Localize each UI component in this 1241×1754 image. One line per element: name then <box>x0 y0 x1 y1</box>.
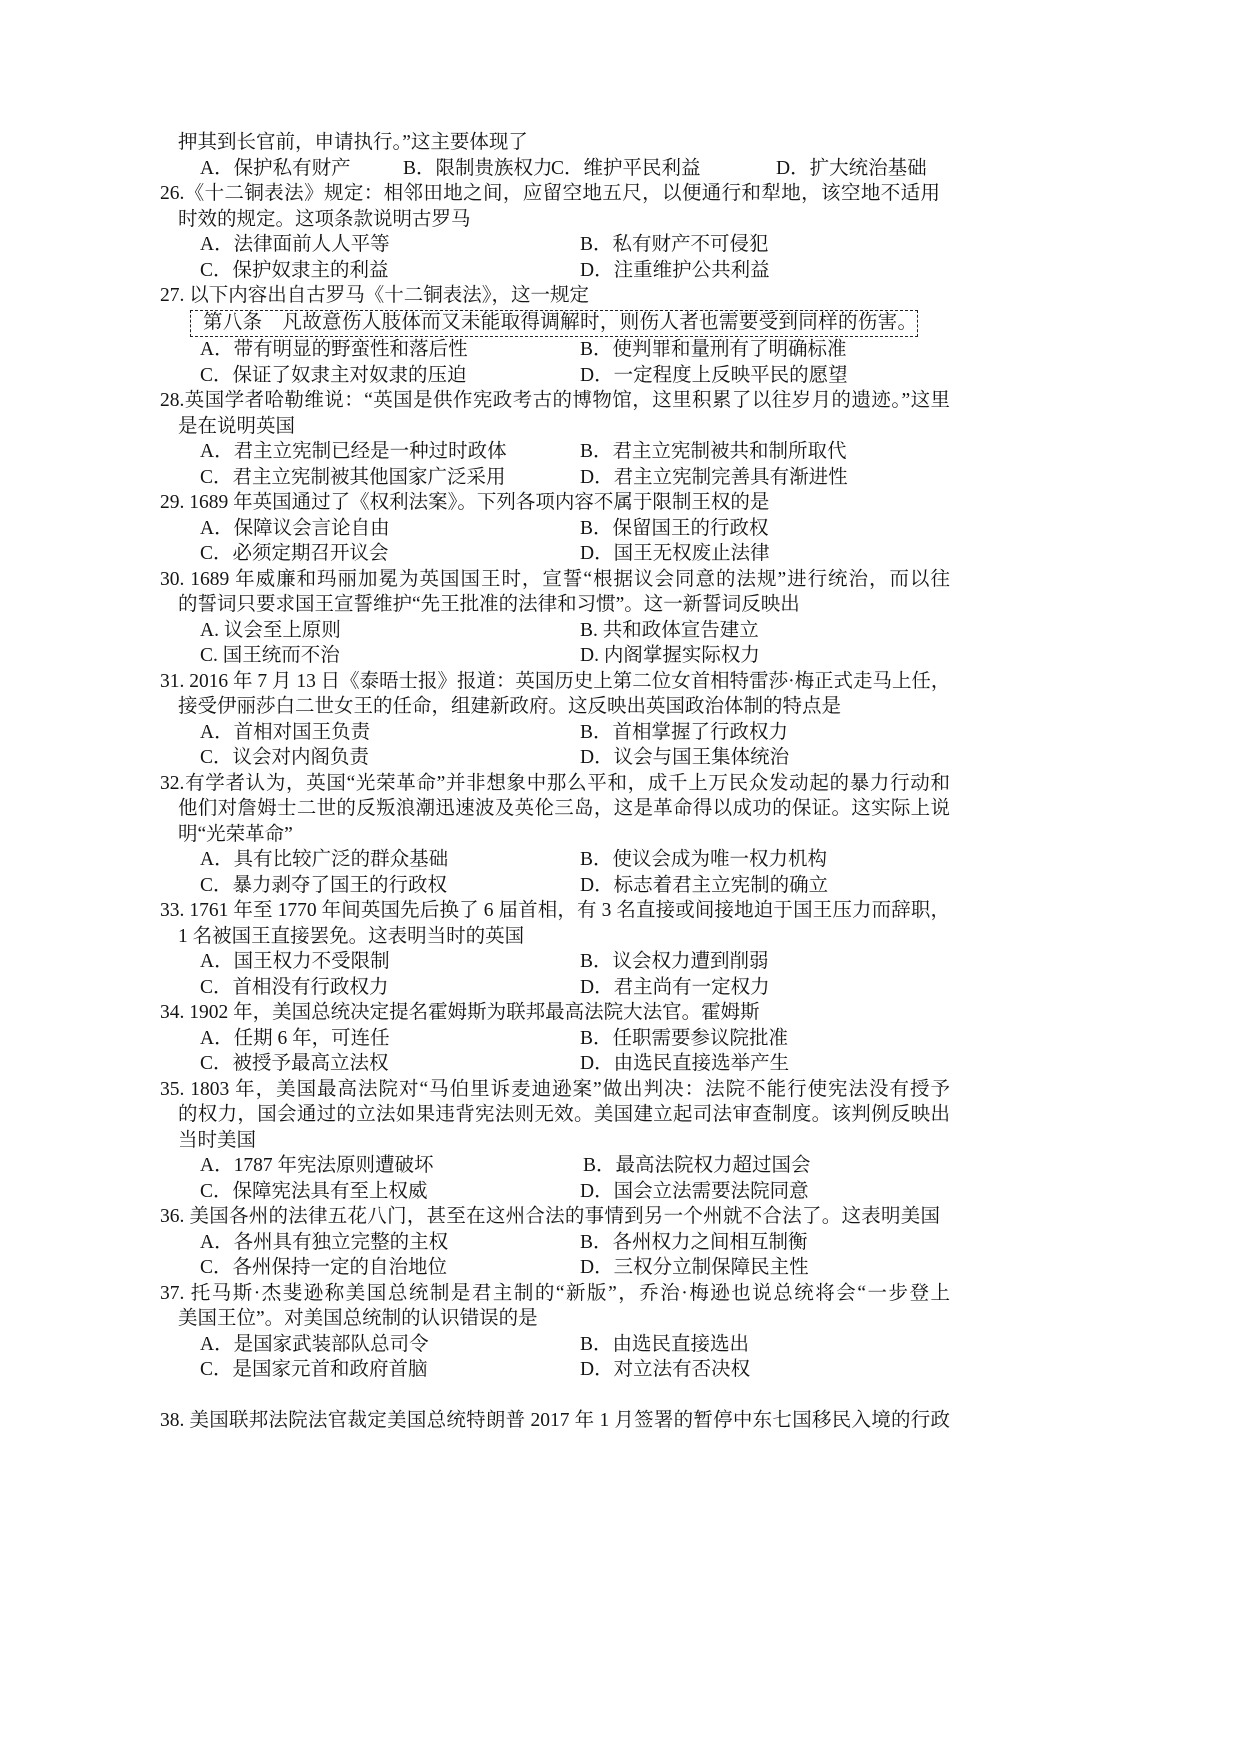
options-row <box>160 720 955 746</box>
question-stem-line: 美国王位”。对美国总统制的认识错误的是 <box>178 1308 538 1329</box>
option-a: A．保护私有财产 <box>200 157 351 179</box>
question-stem-line: 35. 1803 年，美国最高法院对“马伯里诉麦迪逊案”做出判决：法院不能行使宪法没有授予 <box>160 1078 950 1100</box>
option-d: D．国王无权废止法律 <box>580 543 770 564</box>
question-list <box>160 130 955 1434</box>
option-c: C．议会对内阁负责 <box>200 747 370 768</box>
question-stem-line: 27. 以下内容出自古罗马《十二铜表法》，这一规定 <box>160 285 590 306</box>
question-stem-line: 押其到长官前，申请执行。”这主要体现了 <box>178 132 528 153</box>
option-c: C．必须定期召开议会 <box>200 543 389 564</box>
question-stem-line: 明“光荣革命” <box>178 823 293 845</box>
options-row <box>160 1179 955 1205</box>
option-a: A．首相对国王负责 <box>200 721 371 743</box>
question-38 <box>160 1408 955 1434</box>
question-stem-line: 1 名被国王直接罢免。这表明当时的英国 <box>178 925 525 947</box>
option-b: B．各州权力之间相互制衡 <box>580 1231 808 1253</box>
option-b: B．任职需要参议院批准 <box>580 1027 789 1049</box>
quoted-article-box: 第八条 凡故意伤人肢体而又未能取得调解时，则伤人者也需要受到同样的伤害。 <box>190 310 918 337</box>
question-stem-line: 接受伊丽莎白二世女王的任命，组建新政府。这反映出英国政治体制的特点是 <box>178 696 842 717</box>
question-stem-line: 38. 美国联邦法院法官裁定美国总统特朗普 2017 年 1 月签署的暂停中东七国移民入境的行政 <box>160 1410 950 1431</box>
option-d: D．议会与国王集体统治 <box>580 747 790 768</box>
blank-line <box>160 1383 955 1409</box>
option-c: C．暴力剥夺了国王的行政权 <box>200 874 448 896</box>
question-37 <box>160 1281 955 1383</box>
options-row <box>160 1255 955 1281</box>
option-a: A．各州具有独立完整的主权 <box>200 1231 449 1253</box>
question-32 <box>160 771 955 899</box>
question-29 <box>160 490 955 567</box>
option-d: D．扩大统治基础 <box>776 157 927 179</box>
question-stem-line: 29. 1689 年英国通过了《权利法案》。下列各项内容不属于限制王权的是 <box>160 492 770 513</box>
quote-row <box>160 309 955 338</box>
option-c: C．君主立宪制被其他国家广泛采用 <box>200 466 506 488</box>
option-c: C. 国王统而不治 <box>200 645 340 666</box>
question-28 <box>160 388 955 490</box>
question-continuation <box>160 130 955 181</box>
option-a: A．是国家武装部队总司令 <box>200 1333 429 1355</box>
question-stem-line: 当时美国 <box>178 1129 257 1151</box>
options-row <box>160 363 955 389</box>
question-27 <box>160 283 955 388</box>
options-row <box>160 643 955 669</box>
options-row <box>160 1153 955 1179</box>
option-b: B．君主立宪制被共和制所取代 <box>580 441 847 462</box>
option-a: A．君主立宪制已经是一种过时政体 <box>200 441 507 462</box>
options-row <box>160 1230 955 1256</box>
options-row <box>160 618 955 644</box>
question-stem-line: 时效的规定。这项条款说明古罗马 <box>178 208 471 230</box>
options-row <box>160 258 955 284</box>
option-b: B．使议会成为唯一权力机构 <box>580 849 828 870</box>
option-c: C．保障宪法具有至上权威 <box>200 1180 428 1202</box>
question-34 <box>160 1000 955 1077</box>
option-b: B．议会权力遭到削弱 <box>580 951 769 972</box>
question-stem-line: 36. 美国各州的法律五花八门，甚至在这州合法的事情到另一个州就不合法了。这表明美国 <box>160 1206 940 1227</box>
option-d: D．一定程度上反映平民的愿望 <box>580 364 848 386</box>
options-row <box>160 1026 955 1052</box>
option-a: A．带有明显的野蛮性和落后性 <box>200 339 468 360</box>
options-row <box>160 516 955 542</box>
question-stem-line: 28.英国学者哈勒维说：“英国是供作宪政考古的博物馆，这里积累了以往岁月的遗迹。”这里 <box>160 390 950 411</box>
question-stem-line: 他们对詹姆士二世的反叛浪潮迅速波及英伦三岛，这是革命得以成功的保证。这实际上说 <box>178 798 950 819</box>
options-row <box>160 975 955 1001</box>
option-d: D. 内阁掌握实际权力 <box>580 645 760 666</box>
options-row <box>160 847 955 873</box>
option-d: D．君主立宪制完善具有渐进性 <box>580 466 848 488</box>
option-c: C．保证了奴隶主对奴隶的压迫 <box>200 364 467 386</box>
question-stem-line: 的誓词只要求国王宣誓维护“先王批准的法律和习惯”。这一新誓词反映出 <box>178 594 800 615</box>
options-row <box>160 465 955 491</box>
options-row <box>160 232 955 258</box>
question-31 <box>160 669 955 771</box>
option-b: B．由选民直接选出 <box>580 1333 750 1355</box>
option-a: A．1787 年宪法原则遭破坏 <box>200 1155 434 1176</box>
option-c: C．保护奴隶主的利益 <box>200 259 389 281</box>
option-d: D．注重维护公共利益 <box>580 259 770 281</box>
question-stem-line: 34. 1902 年，美国总统决定提名霍姆斯为联邦最高法院大法官。霍姆斯 <box>160 1002 760 1023</box>
option-a: A．国王权力不受限制 <box>200 951 390 972</box>
option-c: C．首相没有行政权力 <box>200 976 389 998</box>
option-c: C．是国家元首和政府首脑 <box>200 1359 428 1380</box>
option-d: D．国会立法需要法院同意 <box>580 1180 809 1202</box>
option-b: B．保留国王的行政权 <box>580 517 769 539</box>
options-row <box>160 337 955 363</box>
options-row <box>160 439 955 465</box>
question-stem-line: 30. 1689 年威廉和玛丽加冕为英国国王时，宣誓“根据议会同意的法规”进行统治，而以往 <box>160 568 950 590</box>
options-row <box>160 873 955 899</box>
option-d: D．由选民直接选举产生 <box>580 1053 790 1074</box>
question-stem-line: 的权力，国会通过的立法如果违背宪法则无效。美国建立起司法审查制度。该判例反映出 <box>178 1104 950 1125</box>
option-d: D．对立法有否决权 <box>580 1359 751 1380</box>
option-d: D．君主尚有一定权力 <box>580 976 770 998</box>
options-row <box>160 1332 955 1358</box>
option-c: C．被授予最高立法权 <box>200 1053 389 1074</box>
options-row <box>160 949 955 975</box>
option-a: A．保障议会言论自由 <box>200 517 390 539</box>
question-stem-line: 31. 2016 年 7 月 13 日《泰晤士报》报道：英国历史上第二位女首相特雷莎·梅正式走马上任， <box>160 670 951 692</box>
question-stem-line: 是在说明英国 <box>178 415 296 437</box>
question-stem-line: 32.有学者认为，英国“光荣革命”并非想象中那么平和，成千上万民众发动起的暴力行动和 <box>160 772 950 794</box>
options-row <box>160 541 955 567</box>
option-b: B．私有财产不可侵犯 <box>580 234 769 255</box>
question-stem-line: 37. 托马斯·杰斐逊称美国总统制是君主制的“新版”，乔治·梅逊也说总统将会“一步登上 <box>160 1282 950 1304</box>
question-30 <box>160 567 955 669</box>
question-stem-line: 33. 1761 年至 1770 年间英国先后换了 6 届首相，有 3 名直接或间接地迫于国王压力而辞职， <box>160 900 950 921</box>
question-35 <box>160 1077 955 1205</box>
option-b: B．使判罪和量刑有了明确标准 <box>580 339 847 360</box>
question-36 <box>160 1204 955 1281</box>
options-row <box>160 1051 955 1077</box>
options-row <box>160 156 955 182</box>
option-b: B．首相掌握了行政权力 <box>580 721 789 743</box>
option-b: B．最高法院权力超过国会 <box>583 1155 811 1176</box>
option-d: D．标志着君主立宪制的确立 <box>580 874 829 896</box>
option-c: C．维护平民利益 <box>551 157 701 179</box>
option-b: B. 共和政体宣告建立 <box>580 619 759 641</box>
option-a: A．法律面前人人平等 <box>200 234 390 255</box>
option-b: B．限制贵族权力 <box>403 157 553 179</box>
question-33 <box>160 898 955 1000</box>
option-a: A. 议会至上原则 <box>200 619 341 641</box>
question-stem-line: 26.《十二铜表法》规定：相邻田地之间，应留空地五尺，以便通行和犁地，该空地不适用 <box>160 183 940 204</box>
question-26 <box>160 181 955 283</box>
option-c: C．各州保持一定的自治地位 <box>200 1257 448 1278</box>
options-row <box>160 1357 955 1383</box>
option-d: D．三权分立制保障民主性 <box>580 1257 809 1278</box>
option-a: A．任期 6 年，可连任 <box>200 1027 390 1049</box>
options-row <box>160 745 955 771</box>
option-a: A．具有比较广泛的群众基础 <box>200 849 449 870</box>
